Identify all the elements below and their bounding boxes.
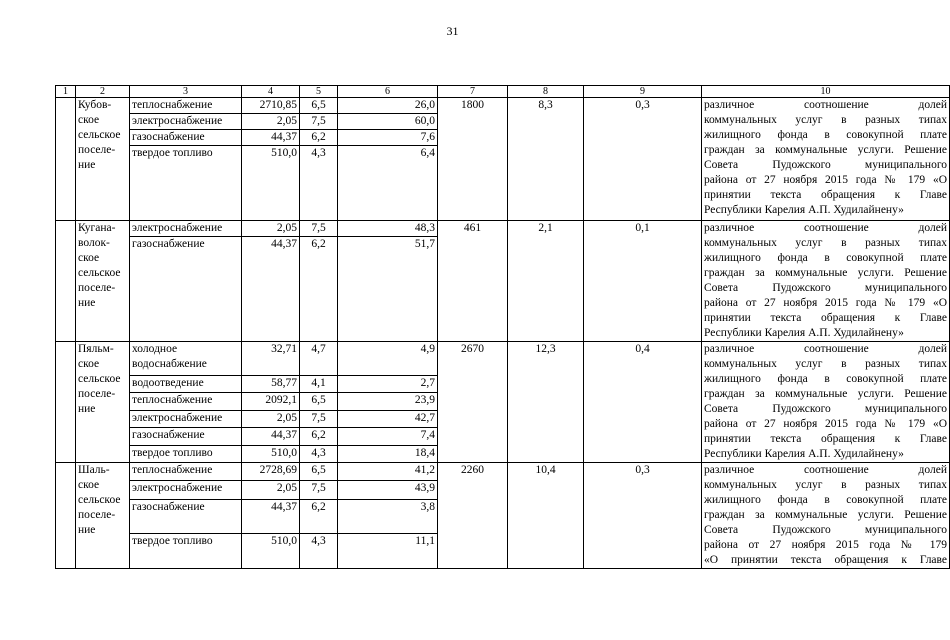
tariff-cell: 2,05 [242,410,300,427]
decision-line: различное соотношение долей [704,464,947,476]
decision-line: различное соотношение долей [704,222,947,234]
decision-line: различное соотношение долей [704,343,947,355]
row-number-cell [56,342,76,463]
settlement-cell [76,463,130,569]
tariff-cell: 58,77 [242,375,300,392]
share-cell: 26,0 [338,98,438,114]
index-cell: 7,5 [300,221,338,237]
service-cell: твердое топливо [130,445,242,462]
row-number-cell [56,98,76,221]
service-cell: электроснабжение [130,410,242,427]
header-cell-6: 6 [338,86,438,98]
settlement-name-line: Пяльм- [78,343,114,355]
index-cell: 6,2 [300,130,338,146]
tariff-cell: 2092,1 [242,393,300,410]
header-cell-4: 4 [242,86,300,98]
population-share-cell: 10,4 [508,463,584,569]
service-cell: электроснабжение [130,481,242,499]
share-cell: 43,9 [338,481,438,499]
tariff-cell: 44,37 [242,130,300,146]
tariff-cell: 2,05 [242,481,300,499]
decision-line: граждан за коммунальные услуги. Решение [704,267,947,279]
settlement-cell [76,221,130,342]
settlement-cell [76,342,130,463]
service-cell: твердое топливо [130,146,242,221]
decision-line: коммунальных услуг в разных типах [704,114,947,126]
settlement-name-line: сельское [78,494,121,506]
decision-line: жилищного фонда в совокупной плате [704,494,947,506]
index-cell: 6,2 [300,499,338,534]
index-cell: 4,3 [300,534,338,569]
settlement-name-line: поселе- [78,509,116,521]
index-cell: 4,3 [300,146,338,221]
settlement-name-line: поселе- [78,144,116,156]
deviation-cell: 0,3 [584,463,702,569]
header-cell-2: 2 [76,86,130,98]
share-cell: 51,7 [338,237,438,342]
row-number-cell [56,221,76,342]
page-number: 31 [446,24,459,38]
service-cell: теплоснабжение [130,98,242,114]
tariff-cell: 2,05 [242,221,300,237]
table-row [56,221,950,237]
decision-cell [702,98,950,221]
decision-line: района от 27 ноября 2015 года № 179 «О [704,418,947,430]
index-cell: 7,5 [300,481,338,499]
share-cell: 6,4 [338,146,438,221]
table-row [56,463,950,481]
decision-line: района от 27 ноября 2015 года № 179 «О [704,174,947,186]
decision-line: района от 27 ноября 2015 года № 179 [704,539,947,551]
population-share-cell: 2,1 [508,221,584,342]
header-cell-5: 5 [300,86,338,98]
index-cell: 6,5 [300,393,338,410]
deviation-cell: 0,3 [584,98,702,221]
decision-line: жилищного фонда в совокупной плате [704,373,947,385]
settlement-name-line: сельское [78,129,121,141]
tariff-cell: 44,37 [242,237,300,342]
header-cell-8: 8 [508,86,584,98]
decision-line: принятии текста обращения к Главе [704,433,947,445]
index-cell: 4,1 [300,375,338,392]
index-cell: 4,3 [300,445,338,462]
header-cell-1: 1 [56,86,76,98]
decision-line: Совета Пудожского муниципального [704,159,947,171]
index-cell: 4,7 [300,342,338,376]
deviation-cell: 0,4 [584,342,702,463]
settlement-name-line: ние [78,403,96,415]
decision-line: Совета Пудожского муниципального [704,282,947,294]
decision-line: Совета Пудожского муниципального [704,403,947,415]
index-cell: 6,2 [300,237,338,342]
settlement-name-line: ское [78,114,100,126]
service-cell: теплоснабжение [130,393,242,410]
share-cell: 41,2 [338,463,438,481]
service-cell: теплоснабжение [130,463,242,481]
decision-line: жилищного фонда в совокупной плате [704,252,947,264]
share-cell: 18,4 [338,445,438,462]
decision-cell [702,463,950,569]
settlement-cell [76,98,130,221]
decision-line: различное соотношение долей [704,99,947,111]
row-number-cell [56,463,76,569]
tariff-cell: 44,37 [242,428,300,445]
decision-line: принятии текста обращения к Главе [704,189,947,201]
decision-line: «О принятии текста обращения к Главе [704,554,947,566]
decision-line: граждан за коммунальные услуги. Решение [704,144,947,156]
service-cell: газоснабжение [130,130,242,146]
decision-line: жилищного фонда в совокупной плате [704,129,947,141]
decision-cell [702,342,950,463]
index-cell: 6,5 [300,98,338,114]
settlement-name-line: поселе- [78,388,116,400]
tariff-cell: 510,0 [242,534,300,569]
header-cell-3: 3 [130,86,242,98]
decision-line: Республики Карелия А.П. Худилайнену» [704,204,904,216]
service-cell: газоснабжение [130,499,242,534]
share-cell: 4,9 [338,342,438,376]
decision-cell [702,221,950,342]
decision-line: граждан за коммунальные услуги. Решение [704,509,947,521]
tariff-cell: 2728,69 [242,463,300,481]
service-cell: холодное водоснабжение [130,342,242,376]
settlement-name-line: ское [78,358,100,370]
index-cell: 6,5 [300,463,338,481]
service-cell: водоотведение [130,375,242,392]
share-cell: 2,7 [338,375,438,392]
decision-line: коммунальных услуг в разных типах [704,237,947,249]
settlement-name-line: ние [78,524,96,536]
decision-line: коммунальных услуг в разных типах [704,358,947,370]
share-cell: 60,0 [338,114,438,130]
population-cell: 2260 [438,463,508,569]
tariff-cell: 510,0 [242,445,300,462]
population-share-cell: 8,3 [508,98,584,221]
header-cell-10: 10 [702,86,950,98]
settlement-name-line: Шаль- [78,464,110,476]
share-cell: 42,7 [338,410,438,427]
share-cell: 7,4 [338,428,438,445]
table-row [56,98,950,114]
share-cell: 3,8 [338,499,438,534]
header-row [56,86,950,98]
decision-line: граждан за коммунальные услуги. Решение [704,388,947,400]
table-row [56,342,950,376]
service-cell: твердое топливо [130,534,242,569]
service-cell: газоснабжение [130,237,242,342]
service-cell: электроснабжение [130,114,242,130]
share-cell: 11,1 [338,534,438,569]
settlement-name-line: Кугана- [78,222,116,234]
settlement-name-line: ние [78,159,96,171]
service-cell: газоснабжение [130,428,242,445]
header-cell-9: 9 [584,86,702,98]
tariff-cell: 2710,85 [242,98,300,114]
settlement-name-line: волок- [78,237,110,249]
decision-line: принятии текста обращения к Главе [704,312,947,324]
decision-line: района от 27 ноября 2015 года № 179 «О [704,297,947,309]
share-cell: 48,3 [338,221,438,237]
settlement-name-line: ние [78,297,96,309]
settlement-name-line: Кубов- [78,99,112,111]
deviation-cell: 0,1 [584,221,702,342]
population-cell: 2670 [438,342,508,463]
share-cell: 7,6 [338,130,438,146]
population-share-cell: 12,3 [508,342,584,463]
index-cell: 6,2 [300,428,338,445]
share-cell: 23,9 [338,393,438,410]
settlement-name-line: сельское [78,373,121,385]
settlement-name-line: сельское [78,267,121,279]
header-cell-7: 7 [438,86,508,98]
tariff-cell: 32,71 [242,342,300,376]
decision-line: Республики Карелия А.П. Худилайнену» [704,327,904,339]
decision-line: Совета Пудожского муниципального [704,524,947,536]
population-cell: 1800 [438,98,508,221]
tariff-cell: 510,0 [242,146,300,221]
settlement-name-line: ское [78,479,100,491]
decision-line: коммунальных услуг в разных типах [704,479,947,491]
settlement-name-line: ское [78,252,100,264]
service-cell: электроснабжение [130,221,242,237]
tariff-table [55,85,950,569]
population-cell: 461 [438,221,508,342]
index-cell: 7,5 [300,410,338,427]
decision-line: Республики Карелия А.П. Худилайнену» [704,448,904,460]
tariff-cell: 44,37 [242,499,300,534]
settlement-name-line: поселе- [78,282,116,294]
index-cell: 7,5 [300,114,338,130]
tariff-cell: 2,05 [242,114,300,130]
